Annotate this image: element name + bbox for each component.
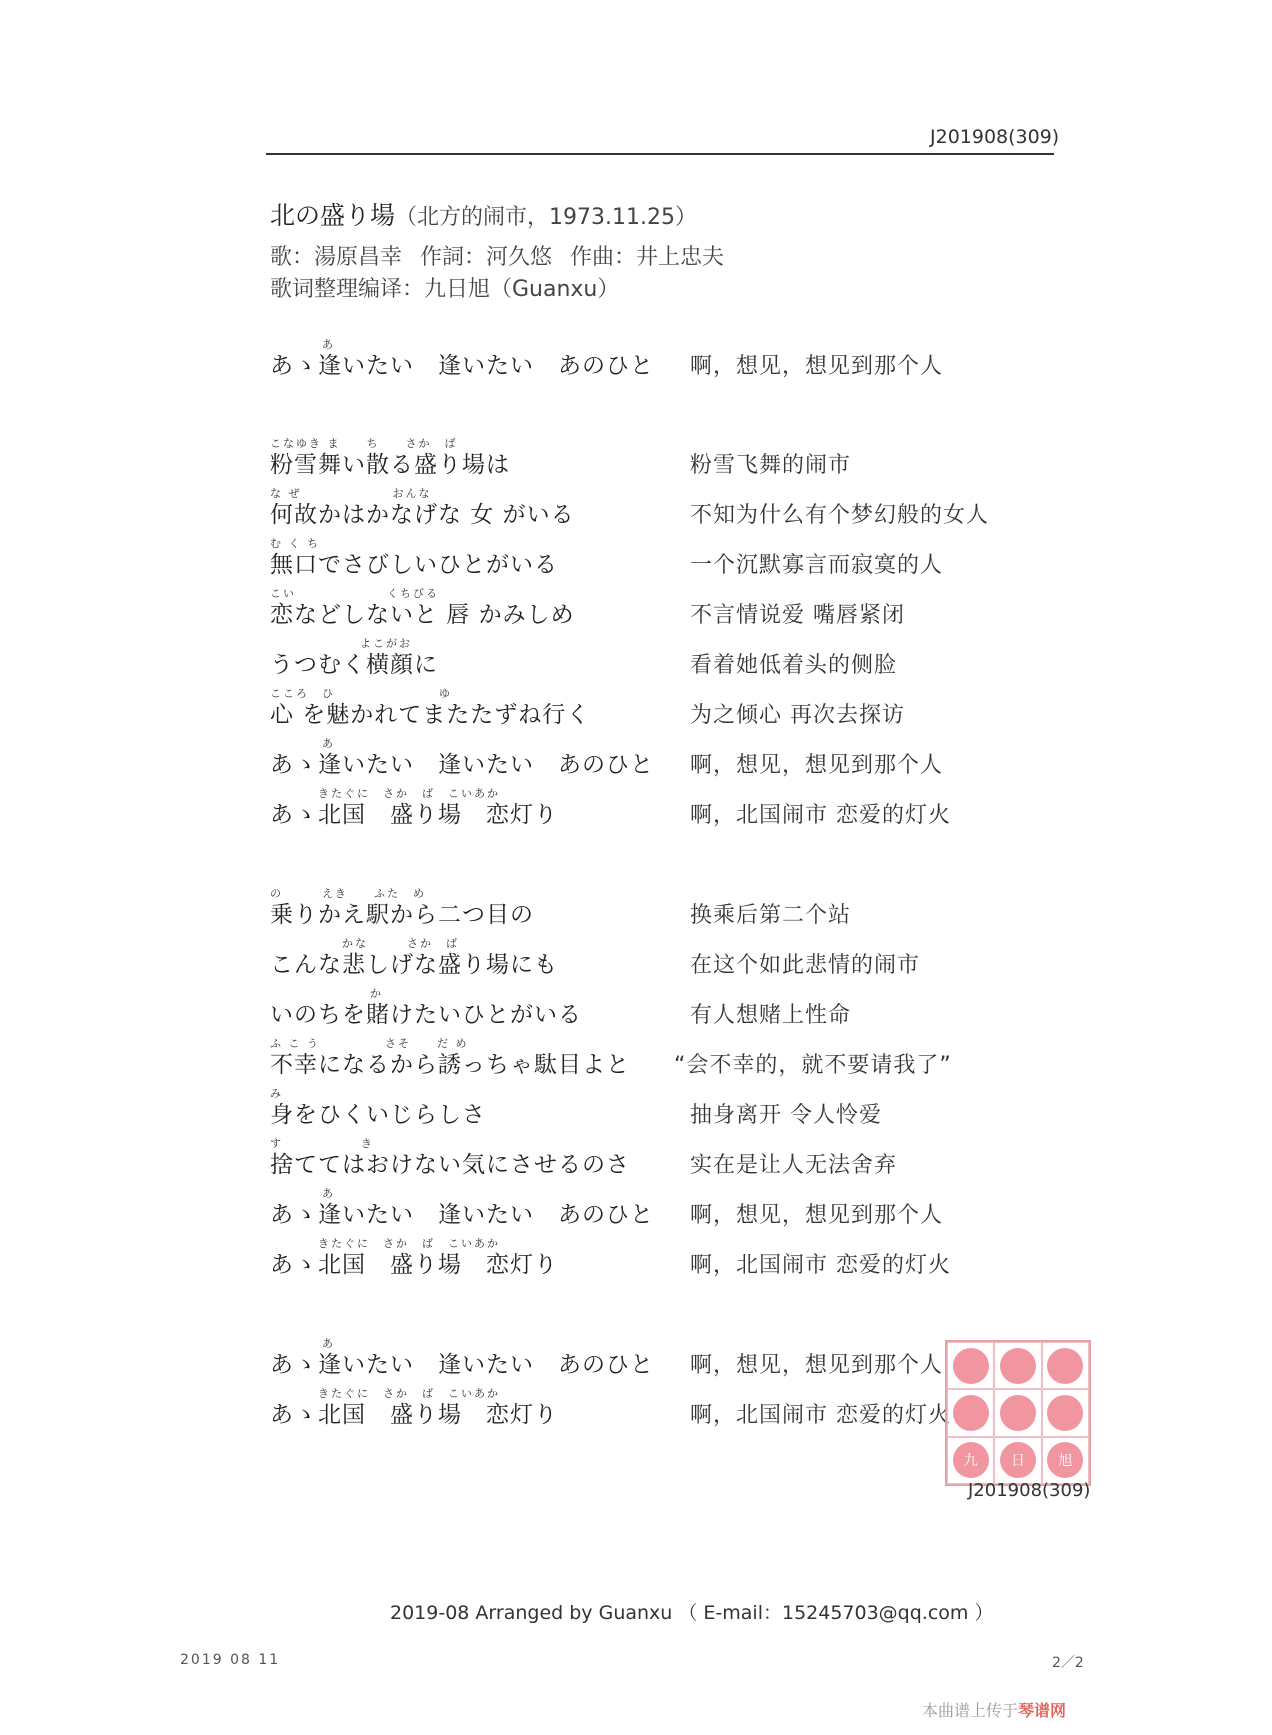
lyric-line bbox=[270, 639, 1030, 679]
print-date: 2019 08 11 bbox=[180, 1652, 281, 1668]
lyric-line bbox=[270, 739, 1030, 779]
lyric-line bbox=[270, 1339, 1030, 1379]
composer-credit: 作曲：井上忠夫 bbox=[570, 245, 725, 270]
lyric-line bbox=[270, 340, 1030, 380]
chinese-translation: 抽身离开 令人怜爱 bbox=[690, 1103, 882, 1128]
chinese-translation: 换乘后第二个站 bbox=[690, 903, 852, 928]
japanese-lyric: あゝ北国 盛り場 恋灯り bbox=[270, 802, 558, 828]
lyric-line bbox=[270, 789, 1030, 829]
chinese-translation: 啊，想见，想见到那个人 bbox=[690, 354, 944, 379]
lyric-line bbox=[270, 1039, 1030, 1079]
furigana: きたぐに さか ば こいあか bbox=[318, 1237, 500, 1250]
japanese-lyric: 不幸になるから誘っちゃ駄目よと bbox=[270, 1052, 630, 1078]
lyric-line bbox=[270, 939, 1030, 979]
lyric-line bbox=[270, 589, 1030, 629]
japanese-lyric: 身をひくいじらしさ bbox=[270, 1102, 486, 1128]
furigana: の えき ふた め bbox=[270, 887, 426, 900]
lyric-line bbox=[270, 1189, 1030, 1229]
japanese-lyric: あゝ逢いたい 逢いたい あのひと bbox=[270, 1202, 654, 1228]
japanese-lyric: こんな悲しげな盛り場にも bbox=[270, 952, 558, 978]
furigana: あ bbox=[322, 338, 335, 351]
japanese-lyric: 粉雪舞い散る盛り場は bbox=[270, 452, 510, 478]
furigana: かな さか ば bbox=[342, 937, 459, 950]
chinese-translation: 实在是让人无法舍弃 bbox=[690, 1153, 898, 1178]
singer-credit: 歌：湯原昌幸 bbox=[270, 245, 403, 270]
chinese-translation: “会不幸的，就不要请我了” bbox=[674, 1053, 952, 1078]
lyric-line bbox=[270, 489, 1030, 529]
japanese-lyric: うつむく横顔に bbox=[270, 652, 438, 678]
lyric-line bbox=[270, 1089, 1030, 1129]
furigana: あ bbox=[322, 1187, 335, 1200]
arranger-credit: 歌词整理编译：九日旭（Guanxu） bbox=[270, 277, 620, 302]
furigana: きたぐに さか ば こいあか bbox=[318, 787, 500, 800]
lyric-line bbox=[270, 989, 1030, 1029]
seal-char: 九 bbox=[953, 1442, 989, 1478]
lyric-line bbox=[270, 1239, 1030, 1279]
lyric-line bbox=[270, 889, 1030, 929]
document-code-top: J201908(309) bbox=[930, 126, 1060, 148]
header-rule bbox=[266, 153, 1054, 155]
lyric-line bbox=[270, 539, 1030, 579]
chinese-translation: 在这个如此悲情的闹市 bbox=[690, 953, 921, 978]
chinese-translation: 不知为什么有个梦幻般的女人 bbox=[690, 503, 990, 528]
furigana: む く ち bbox=[270, 537, 320, 550]
song-title bbox=[270, 196, 697, 232]
song-title-main: 北の盛り場 bbox=[270, 201, 396, 230]
japanese-lyric: 恋などしないと 唇 かみしめ bbox=[270, 602, 575, 628]
chinese-translation: 一个沉默寡言而寂寞的人 bbox=[690, 553, 944, 578]
japanese-lyric: 捨ててはおけない気にさせるのさ bbox=[270, 1152, 630, 1178]
chinese-translation: 啊，想见，想见到那个人 bbox=[690, 1203, 944, 1228]
japanese-lyric: あゝ逢いたい 逢いたい あのひと bbox=[270, 1352, 654, 1378]
furigana: ふ こ う さそ だ め bbox=[270, 1037, 469, 1050]
furigana: よこがお bbox=[360, 637, 412, 650]
watermark bbox=[922, 1698, 1066, 1721]
watermark-brand: 琴谱网 bbox=[1018, 1701, 1067, 1720]
footer-credit: 2019-08 Arranged by Guanxu （ E-mail：15245703@qq.com ） bbox=[390, 1602, 994, 1624]
chinese-translation: 啊，北国闹市 恋爱的灯火 bbox=[690, 803, 951, 828]
chinese-translation: 看着她低着头的侧脸 bbox=[690, 653, 898, 678]
lyric-line bbox=[270, 1389, 1030, 1429]
lyric-line bbox=[270, 689, 1030, 729]
furigana: あ bbox=[322, 1337, 335, 1350]
page-number: 2／2 bbox=[1052, 1655, 1084, 1671]
furigana: こころ ひ ゆ bbox=[270, 687, 452, 700]
furigana: み bbox=[270, 1087, 283, 1100]
credits-line bbox=[270, 240, 724, 271]
japanese-lyric: 何故かはかなげな 女 がいる bbox=[270, 502, 575, 528]
chinese-translation: 啊，北国闹市 恋爱的灯火 bbox=[690, 1253, 951, 1278]
chinese-translation: 啊，北国闹市 恋爱的灯火 bbox=[690, 1403, 951, 1428]
japanese-lyric: いのちを賭けたいひとがいる bbox=[270, 1002, 582, 1028]
chinese-translation: 有人想赌上性命 bbox=[690, 1003, 852, 1028]
furigana: こい くちびる bbox=[270, 587, 439, 600]
chinese-translation: 为之倾心 再次去探访 bbox=[690, 703, 905, 728]
furigana: す き bbox=[270, 1137, 374, 1150]
japanese-lyric: 心 を魅かれてまたたずね行く bbox=[270, 702, 591, 728]
furigana: きたぐに さか ば こいあか bbox=[318, 1387, 500, 1400]
chinese-translation: 不言情说爱 嘴唇紧闭 bbox=[690, 603, 905, 628]
japanese-lyric: あゝ北国 盛り場 恋灯り bbox=[270, 1252, 558, 1278]
furigana: あ bbox=[322, 737, 335, 750]
japanese-lyric: 乗りかえ駅から二つ目の bbox=[270, 902, 534, 928]
japanese-lyric: あゝ逢いたい 逢いたい あのひと bbox=[270, 353, 654, 379]
song-title-sub: （北方的闹市，1973.11.25） bbox=[395, 205, 697, 230]
chinese-translation: 粉雪飞舞的闹市 bbox=[690, 453, 852, 478]
watermark-text: 本曲谱上传于 bbox=[922, 1701, 1019, 1720]
furigana: か bbox=[370, 987, 383, 1000]
seal-stamp bbox=[945, 1340, 1091, 1486]
japanese-lyric: あゝ逢いたい 逢いたい あのひと bbox=[270, 752, 654, 778]
lyricist-credit: 作詞：河久悠 bbox=[420, 245, 553, 270]
japanese-lyric: 無口でさびしいひとがいる bbox=[270, 552, 558, 578]
furigana: こなゆき ま ち さか ば bbox=[270, 437, 458, 450]
lyric-line bbox=[270, 439, 1030, 479]
chinese-translation: 啊，想见，想见到那个人 bbox=[690, 1353, 944, 1378]
japanese-lyric: あゝ北国 盛り場 恋灯り bbox=[270, 1402, 558, 1428]
seal-char: 日 bbox=[1000, 1442, 1036, 1478]
chinese-translation: 啊，想见，想见到那个人 bbox=[690, 753, 944, 778]
furigana: な ぜ おんな bbox=[270, 487, 432, 500]
seal-char: 旭 bbox=[1047, 1442, 1083, 1478]
lyric-line bbox=[270, 1139, 1030, 1179]
document-code-bottom: J201908(309) bbox=[968, 1480, 1091, 1501]
